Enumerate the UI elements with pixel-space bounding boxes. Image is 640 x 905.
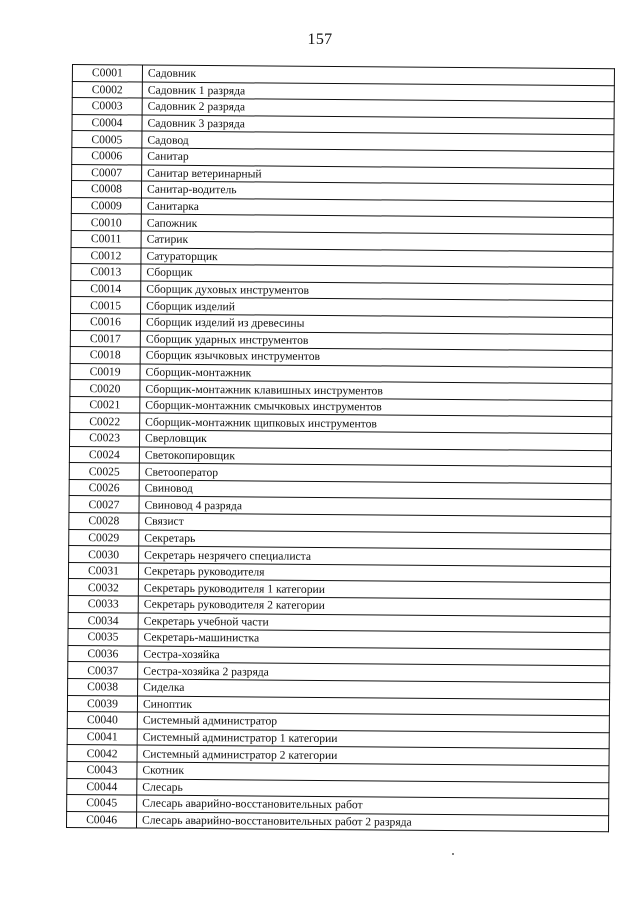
occupation-title: Секретарь руководителя 1 категории	[138, 579, 610, 599]
table-row	[67, 811, 609, 832]
occupation-code: С0045	[67, 795, 137, 812]
occupation-title: Сатураторщик	[141, 248, 613, 268]
occupation-title: Сборщик духовых инструментов	[141, 281, 613, 301]
occupation-title: Секретарь руководителя	[138, 563, 610, 583]
occupation-code: С0022	[70, 413, 140, 430]
occupation-title: Слесарь	[137, 779, 609, 799]
occupation-title: Секретарь-машинистка	[138, 629, 610, 649]
occupation-code: С0014	[71, 280, 141, 297]
occupation-code: С0026	[69, 479, 139, 496]
occupation-title: Светокопировщик	[139, 447, 611, 467]
occupation-title: Санитарка	[141, 198, 613, 218]
occupation-code: С0040	[67, 712, 137, 729]
occupation-title: Системный администратор	[137, 712, 609, 732]
occupation-code: С0030	[69, 546, 139, 563]
occupation-code: С0027	[69, 496, 139, 513]
occupation-code: С0044	[67, 778, 137, 795]
occupation-code: С0024	[69, 446, 139, 463]
occupation-title: Системный администратор 2 категории	[137, 745, 609, 765]
occupation-title: Секретарь	[139, 530, 611, 550]
occupation-title: Секретарь руководителя 2 категории	[138, 596, 610, 616]
scan-speck	[452, 853, 454, 855]
occupation-title: Свиновод 4 разряда	[139, 496, 611, 516]
occupation-title: Свиновод	[139, 480, 611, 500]
occupation-title: Садовник 1 разряда	[142, 82, 614, 102]
occupation-code: С0011	[71, 230, 141, 247]
occupation-title: Секретарь учебной части	[138, 613, 610, 633]
occupation-code: С0035	[68, 629, 138, 646]
occupation-code: С0002	[72, 81, 142, 98]
occupation-code: С0038	[68, 678, 138, 695]
occupation-code: С0034	[68, 612, 138, 629]
occupation-code: С0019	[70, 363, 140, 380]
occupation-title: Санитар-водитель	[141, 181, 613, 201]
occupation-code: С0033	[68, 595, 138, 612]
occupation-title: Светооператор	[139, 463, 611, 483]
occupation-code: С0005	[72, 131, 142, 148]
occupation-title: Сестра-хозяйка 2 разряда	[138, 662, 610, 682]
occupation-title: Синоптик	[137, 696, 609, 716]
occupation-code: С0007	[72, 164, 142, 181]
occupation-title: Связист	[139, 513, 611, 533]
occupation-title: Садовник	[142, 65, 614, 85]
occupation-title: Сатирик	[141, 231, 613, 251]
occupation-title: Санитар	[142, 148, 614, 168]
occupation-title: Слесарь аварийно-восстановительных работ	[137, 795, 609, 815]
occupation-code: С0020	[70, 380, 140, 397]
occupation-code: С0046	[67, 811, 137, 828]
occupation-title: Садовод	[142, 131, 614, 151]
occupation-code: С0009	[71, 197, 141, 214]
page-number: 157	[307, 31, 333, 48]
occupation-code: С0025	[69, 463, 139, 480]
occupation-code: С0029	[69, 529, 139, 546]
occupation-code: С0012	[71, 247, 141, 264]
occupation-title: Садовник 3 разряда	[142, 115, 614, 135]
occupation-title: Сборщик-монтажник	[140, 364, 612, 384]
occupation-title: Санитар ветеринарный	[142, 165, 614, 185]
occupation-code: С0001	[72, 65, 142, 82]
occupation-code: С0013	[71, 264, 141, 281]
occupation-title: Сестра-хозяйка	[138, 646, 610, 666]
occupation-code: С0018	[70, 347, 140, 364]
occupation-code: С0042	[67, 745, 137, 762]
occupation-code: С0037	[68, 662, 138, 679]
occupation-code: С0003	[72, 98, 142, 115]
occupation-title: Сапожник	[141, 214, 613, 234]
occupation-title: Сборщик-монтажник щипковых инструментов	[140, 414, 612, 434]
occupation-title: Сиделка	[138, 679, 610, 699]
occupation-code: С0039	[67, 695, 137, 712]
occupation-title: Сверловщик	[139, 430, 611, 450]
occupation-code: С0032	[68, 579, 138, 596]
occupation-title: Системный администратор 1 категории	[137, 729, 609, 749]
occupation-code: С0028	[69, 513, 139, 530]
occupation-code: С0010	[71, 214, 141, 231]
occupation-code: С0031	[68, 562, 138, 579]
occupation-title: Скотник	[137, 762, 609, 782]
occupation-title: Сборщик изделий из древесины	[140, 314, 612, 334]
occupation-code: С0015	[71, 297, 141, 314]
occupation-code: С0036	[68, 645, 138, 662]
occupation-table-body	[67, 65, 615, 833]
occupation-title: Сборщик-монтажник смычковых инструментов	[140, 397, 612, 417]
occupation-code: С0043	[67, 761, 137, 778]
occupation-code: С0041	[67, 728, 137, 745]
occupation-code: С0006	[72, 147, 142, 164]
occupation-title: Сборщик	[141, 264, 613, 284]
occupation-table	[66, 64, 615, 833]
occupation-title: Сборщик-монтажник клавишных инструментов	[140, 380, 612, 400]
occupation-title: Слесарь аварийно-восстановительных работ 2 разряда	[136, 812, 608, 832]
occupation-code: С0016	[70, 313, 140, 330]
occupation-title: Секретарь незрячего специалиста	[139, 546, 611, 566]
occupation-code: С0017	[70, 330, 140, 347]
occupation-title: Садовник 2 разряда	[142, 98, 614, 118]
occupation-code: С0004	[72, 114, 142, 131]
occupation-code: С0008	[71, 181, 141, 198]
occupation-title: Сборщик ударных инструментов	[140, 331, 612, 351]
occupation-code: С0023	[69, 430, 139, 447]
occupation-title: Сборщик язычковых инструментов	[140, 347, 612, 367]
occupation-code: С0021	[70, 396, 140, 413]
occupation-title: Сборщик изделий	[141, 297, 613, 317]
